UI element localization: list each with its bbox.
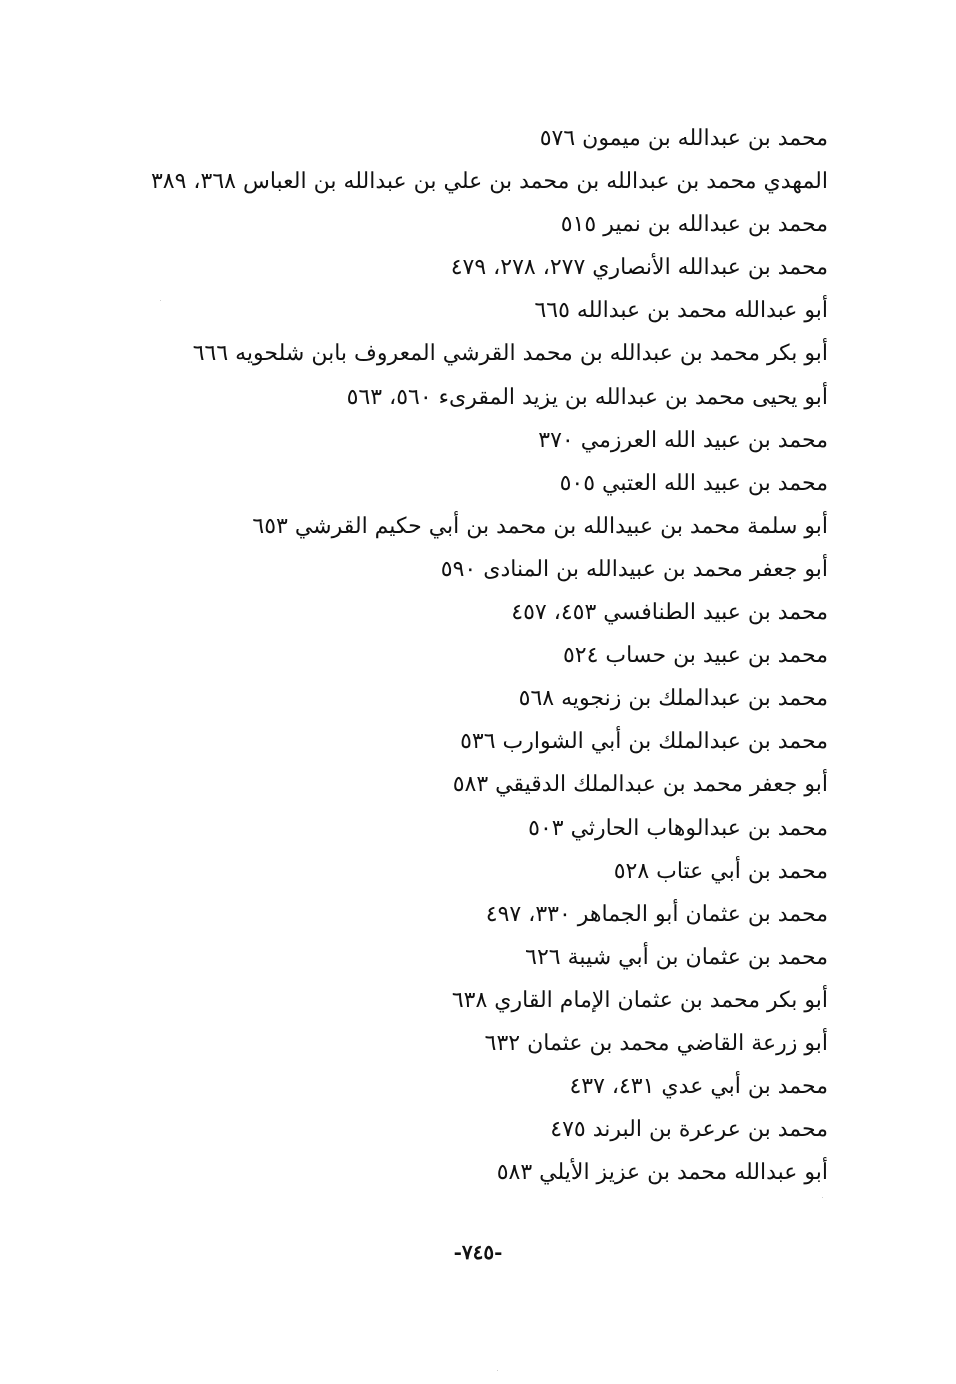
page-number: -٧٤٥- [453, 1240, 503, 1264]
index-entry: محمد بن عبدالملك بن أبي الشوارب ٥٣٦ [460, 729, 828, 755]
index-entry: محمد بن عثمان بن أبي شيبة ٦٢٦ [525, 944, 828, 970]
index-entry: أبو عبدالله محمد بن عبدالله ٦٦٥ [534, 298, 828, 324]
index-entry: محمد بن عبيد الطنافسي ٤٥٣، ٤٥٧ [511, 600, 828, 626]
index-entry: أبو جعفر محمد بن عبيدالله بن المنادى ٥٩٠ [440, 556, 828, 582]
index-entry: محمد بن عبيد الله العرزمي ٣٧٠ [538, 427, 828, 453]
index-entry: محمد بن أبي عتاب ٥٢٨ [613, 858, 828, 884]
scan-speck [160, 300, 161, 301]
index-entries [148, 117, 828, 1194]
index-entry: محمد بن عبدالله بن ميمون ٥٧٦ [539, 126, 828, 151]
index-entry: محمد بن عبدالله بن نمير ٥١٥ [560, 212, 828, 238]
index-entry: أبو يحيى محمد بن عبدالله بن يزيد المقرىء ٥٦٠، ٥٦٣ [346, 384, 828, 410]
index-entry: محمد بن عبدالوهاب الحارثي ٥٠٣ [528, 815, 828, 841]
index-entry: محمد بن عبيد بن حساب ٥٢٤ [562, 643, 828, 669]
scan-speck [822, 1197, 823, 1198]
scan-speck [497, 1370, 498, 1371]
index-entry: محمد بن عبيد الله العتبي ٥٠٥ [559, 470, 828, 496]
index-entry: أبو سلمة محمد بن عبيدالله بن محمد بن أبي حكيم القرشي ٦٥٣ [252, 513, 828, 539]
index-entry: أبو بكر محمد بن عبدالله بن محمد القرشي المعروف بابن شلحويه ٦٦٦ [192, 341, 828, 367]
index-entry: محمد بن عرعرة بن البرند ٤٧٥ [550, 1117, 828, 1143]
index-entry: أبو جعفر محمد بن عبدالملك الدقيقي ٥٨٣ [452, 772, 828, 798]
index-entry: محمد بن عبدالملك بن زنجويه ٥٦٨ [518, 686, 828, 712]
index-entry: أبو عبدالله محمد بن عزيز الأيلي ٥٨٣ [496, 1160, 828, 1186]
index-entry: أبو بكر محمد بن عثمان الإمام القاري ٦٣٨ [451, 987, 828, 1013]
index-entry: المهدي محمد بن عبدالله بن محمد بن علي بن عبدالله بن العباس ٣٦٨، ٣٨٩ [150, 169, 828, 195]
index-entry: محمد بن عبدالله الأنصاري ٢٧٧، ٢٧٨، ٤٧٩ [450, 255, 828, 281]
index-entry: محمد بن عثمان أبو الجماهر ٣٣٠، ٤٩٧ [485, 901, 828, 927]
index-entry: أبو زرعة القاضي محمد بن عثمان ٦٣٢ [484, 1030, 828, 1056]
index-entry: محمد بن أبي عدي ٤٣١، ٤٣٧ [569, 1074, 828, 1100]
